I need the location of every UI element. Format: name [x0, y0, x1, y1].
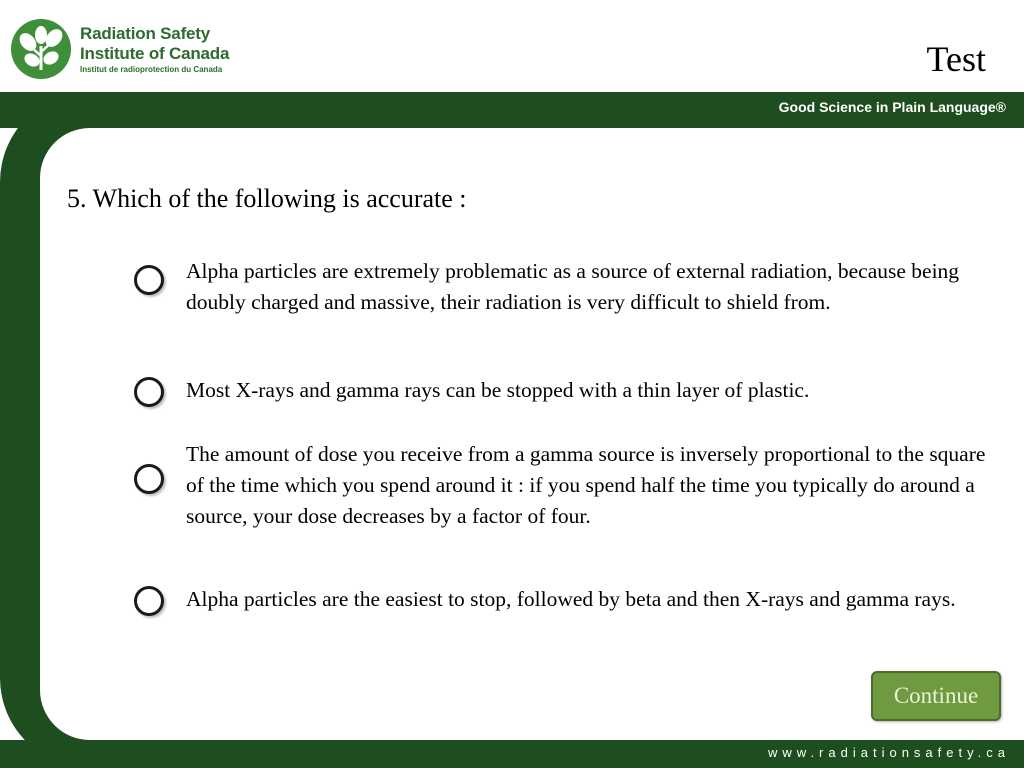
tagline: Good Science in Plain Language®: [778, 99, 1006, 115]
website-url: www.radiationsafety.ca: [768, 745, 1010, 760]
radio-button-4[interactable]: [134, 586, 164, 616]
answer-text-2: Most X-rays and gamma rays can be stopped with a thin layer of plastic.: [186, 378, 810, 402]
answer-text-4: Alpha particles are the easiest to stop, followed by beta and then X-rays and gamma rays.: [186, 587, 956, 611]
logo-name-line2: Institute of Canada: [80, 44, 230, 63]
radio-button-3[interactable]: [134, 464, 164, 494]
question-text: 5. Which of the following is accurate :: [67, 184, 467, 213]
answer-text-1: Alpha particles are extremely problematic as a source of external radiation, because being doubly charged and massive, their radiation is very difficult to shield from.: [186, 259, 960, 314]
logo-name-french: Institut de radioprotection du Canada: [80, 65, 223, 74]
logo: [10, 18, 250, 80]
content-panel: [40, 128, 1024, 740]
radio-button-2[interactable]: [134, 377, 164, 407]
page-title: Test: [926, 39, 986, 79]
continue-button[interactable]: Continue: [871, 671, 1001, 721]
logo-text: [80, 24, 229, 76]
leaf-tree-icon: [10, 18, 72, 80]
logo-name-line1: Radiation Safety: [80, 24, 210, 43]
answer-text-3: The amount of dose you receive from a gamma source is inversely proportional to the square of the time which you spend around it : if you spend half the time you typically do around a source, your dose decreases by a factor of four.: [186, 442, 986, 528]
header: [0, 0, 1024, 92]
radio-button-1[interactable]: [134, 265, 164, 295]
